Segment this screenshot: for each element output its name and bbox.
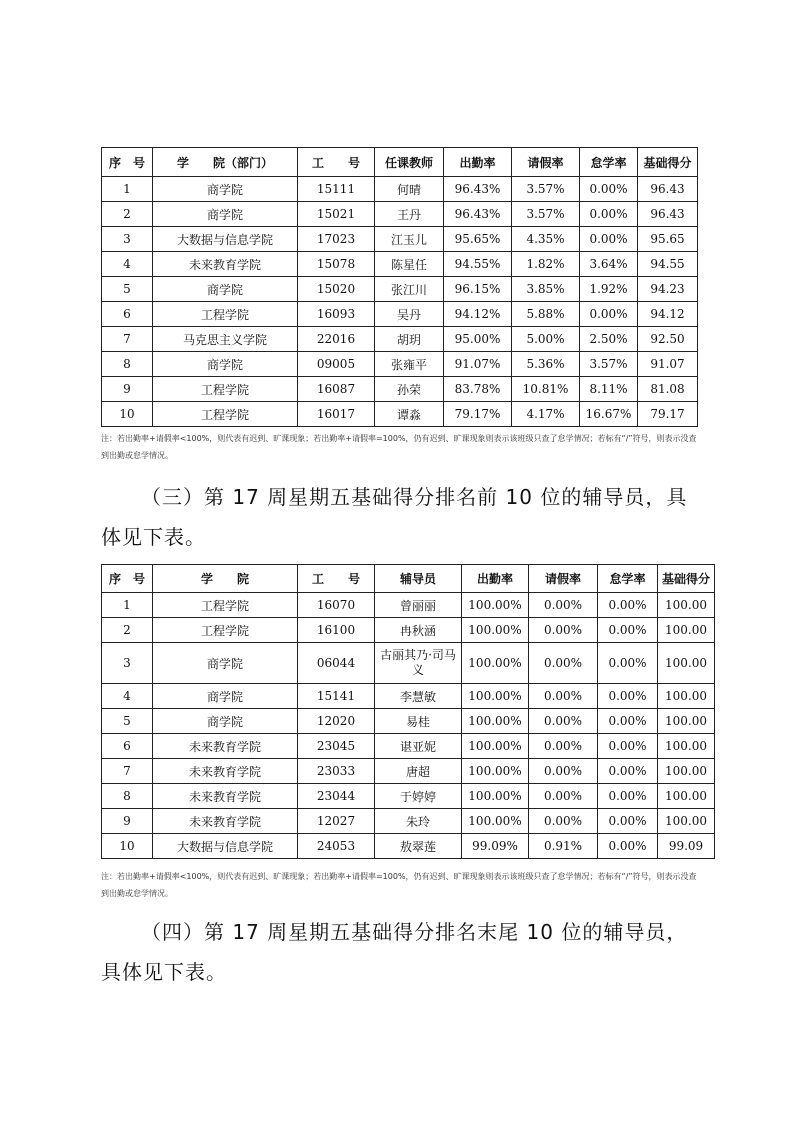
cell-score: 94.55 [638, 252, 698, 277]
cell-id: 09005 [298, 352, 375, 377]
cell-leave: 1.82% [512, 252, 580, 277]
cell-college: 工程学院 [153, 302, 298, 327]
cell-college: 商学院 [153, 202, 298, 227]
cell-score: 100.00 [658, 593, 715, 618]
table-row [102, 834, 715, 859]
cell-id: 12020 [298, 709, 375, 734]
cell-attendance: 100.00% [462, 759, 529, 784]
cell-index: 8 [102, 784, 153, 809]
cell-attendance: 99.09% [462, 834, 529, 859]
cell-college: 工程学院 [153, 402, 298, 427]
col-header-id: 工 号 [298, 148, 375, 177]
cell-name: 谌亚妮 [375, 734, 462, 759]
col-header-counselor: 辅导员 [375, 565, 462, 593]
cell-score: 79.17 [638, 402, 698, 427]
cell-truancy: 0.00% [580, 227, 638, 252]
cell-leave: 0.00% [529, 734, 598, 759]
cell-truancy: 3.57% [580, 352, 638, 377]
cell-name: 孙荣 [375, 377, 444, 402]
cell-score: 100.00 [658, 709, 715, 734]
cell-id: 16017 [298, 402, 375, 427]
cell-id: 16070 [298, 593, 375, 618]
cell-id: 15111 [298, 177, 375, 202]
col-header-score: 基础得分 [638, 148, 698, 177]
table-row [102, 377, 698, 402]
cell-attendance: 100.00% [462, 643, 529, 684]
cell-id: 23044 [298, 784, 375, 809]
table-row [102, 277, 698, 302]
cell-leave: 0.00% [529, 593, 598, 618]
cell-name: 王丹 [375, 202, 444, 227]
cell-id: 22016 [298, 327, 375, 352]
cell-truancy: 0.00% [598, 643, 658, 684]
cell-attendance: 100.00% [462, 593, 529, 618]
cell-college: 工程学院 [153, 618, 298, 643]
cell-leave: 4.17% [512, 402, 580, 427]
cell-college: 未来教育学院 [153, 252, 298, 277]
cell-score: 100.00 [658, 759, 715, 784]
table-row [102, 643, 715, 684]
cell-score: 100.00 [658, 734, 715, 759]
cell-name: 曾丽丽 [375, 593, 462, 618]
cell-index: 10 [102, 834, 153, 859]
cell-id: 06044 [298, 643, 375, 684]
cell-leave: 0.00% [529, 618, 598, 643]
cell-college: 商学院 [153, 277, 298, 302]
cell-index: 1 [102, 177, 153, 202]
cell-attendance: 96.43% [444, 177, 512, 202]
table-footnote: 注：若出勤率+请假率<100%，则代表有迟到、旷课现象；若出勤率+请假率=100%，仍有迟到、旷课现象则表示该班级只查了怠学情况；若标有“/”符号，则表示没查到出勤或怠学情况。 [101, 872, 697, 898]
cell-college: 未来教育学院 [153, 784, 298, 809]
cell-score: 99.09 [658, 834, 715, 859]
cell-score: 94.12 [638, 302, 698, 327]
cell-truancy: 16.67% [580, 402, 638, 427]
cell-attendance: 96.15% [444, 277, 512, 302]
cell-id: 15141 [298, 684, 375, 709]
cell-name: 张江川 [375, 277, 444, 302]
cell-name: 李慧敏 [375, 684, 462, 709]
cell-index: 10 [102, 402, 153, 427]
col-header-attendance: 出勤率 [462, 565, 529, 593]
cell-index: 7 [102, 759, 153, 784]
cell-truancy: 2.50% [580, 327, 638, 352]
cell-name: 陈星任 [375, 252, 444, 277]
cell-score: 100.00 [658, 809, 715, 834]
cell-college: 商学院 [153, 684, 298, 709]
table-row [102, 202, 698, 227]
table-row [102, 402, 698, 427]
cell-leave: 3.85% [512, 277, 580, 302]
cell-attendance: 96.43% [444, 202, 512, 227]
cell-leave: 0.00% [529, 684, 598, 709]
table-row [102, 784, 715, 809]
cell-leave: 5.00% [512, 327, 580, 352]
cell-college: 大数据与信息学院 [153, 227, 298, 252]
table-row [102, 759, 715, 784]
cell-name: 敖翠莲 [375, 834, 462, 859]
table-body [102, 593, 715, 859]
cell-attendance: 95.65% [444, 227, 512, 252]
table-body [102, 177, 698, 427]
cell-index: 5 [102, 277, 153, 302]
cell-index: 4 [102, 684, 153, 709]
cell-college: 未来教育学院 [153, 759, 298, 784]
cell-truancy: 0.00% [580, 202, 638, 227]
cell-college: 大数据与信息学院 [153, 834, 298, 859]
cell-name: 唐超 [375, 759, 462, 784]
cell-score: 81.08 [638, 377, 698, 402]
cell-attendance: 94.55% [444, 252, 512, 277]
cell-college: 商学院 [153, 709, 298, 734]
section-heading-4: （四）第 17 周星期五基础得分排名末尾 10 位的辅导员，具体见下表。 [101, 920, 688, 984]
cell-leave: 4.35% [512, 227, 580, 252]
table-header [102, 565, 715, 593]
cell-score: 94.23 [638, 277, 698, 302]
cell-index: 9 [102, 377, 153, 402]
cell-truancy: 3.64% [580, 252, 638, 277]
cell-attendance: 100.00% [462, 618, 529, 643]
cell-index: 8 [102, 352, 153, 377]
cell-score: 100.00 [658, 684, 715, 709]
cell-name: 冉秋涵 [375, 618, 462, 643]
cell-index: 2 [102, 202, 153, 227]
col-header-college: 学 院（部门） [153, 148, 298, 177]
cell-college: 工程学院 [153, 593, 298, 618]
cell-id: 12027 [298, 809, 375, 834]
table-row [102, 709, 715, 734]
cell-score: 96.43 [638, 202, 698, 227]
cell-score: 92.50 [638, 327, 698, 352]
cell-college: 马克思主义学院 [153, 327, 298, 352]
cell-leave: 5.36% [512, 352, 580, 377]
cell-id: 16087 [298, 377, 375, 402]
cell-truancy: 0.00% [598, 709, 658, 734]
cell-name: 谭淼 [375, 402, 444, 427]
col-header-college: 学 院 [153, 565, 298, 593]
cell-name: 古丽其乃·司马义 [375, 643, 462, 684]
col-header-index: 序 号 [102, 148, 153, 177]
table-row [102, 618, 715, 643]
cell-index: 9 [102, 809, 153, 834]
cell-attendance: 83.78% [444, 377, 512, 402]
table-row [102, 252, 698, 277]
cell-index: 3 [102, 227, 153, 252]
cell-truancy: 0.00% [598, 593, 658, 618]
cell-id: 15021 [298, 202, 375, 227]
cell-leave: 0.00% [529, 759, 598, 784]
cell-truancy: 0.00% [598, 759, 658, 784]
table-row [102, 352, 698, 377]
table-row [102, 809, 715, 834]
counselor-top10-table [101, 564, 715, 859]
cell-name: 吴丹 [375, 302, 444, 327]
col-header-attendance: 出勤率 [444, 148, 512, 177]
cell-attendance: 100.00% [462, 684, 529, 709]
cell-leave: 0.91% [529, 834, 598, 859]
table-row [102, 327, 698, 352]
col-header-truancy: 怠学率 [580, 148, 638, 177]
cell-index: 6 [102, 734, 153, 759]
cell-leave: 3.57% [512, 177, 580, 202]
cell-truancy: 0.00% [580, 177, 638, 202]
cell-attendance: 91.07% [444, 352, 512, 377]
cell-college: 未来教育学院 [153, 734, 298, 759]
col-header-index: 序 号 [102, 565, 153, 593]
cell-index: 2 [102, 618, 153, 643]
cell-id: 23033 [298, 759, 375, 784]
cell-truancy: 1.92% [580, 277, 638, 302]
table-row [102, 177, 698, 202]
cell-id: 15078 [298, 252, 375, 277]
col-header-teacher: 任课教师 [375, 148, 444, 177]
cell-id: 16093 [298, 302, 375, 327]
cell-index: 7 [102, 327, 153, 352]
cell-name: 朱玲 [375, 809, 462, 834]
cell-name: 张雍平 [375, 352, 444, 377]
cell-index: 4 [102, 252, 153, 277]
cell-truancy: 0.00% [580, 302, 638, 327]
cell-college: 未来教育学院 [153, 809, 298, 834]
cell-leave: 0.00% [529, 643, 598, 684]
table-row [102, 227, 698, 252]
cell-truancy: 0.00% [598, 784, 658, 809]
cell-score: 96.43 [638, 177, 698, 202]
col-header-id: 工 号 [298, 565, 375, 593]
cell-college: 工程学院 [153, 377, 298, 402]
cell-attendance: 100.00% [462, 709, 529, 734]
cell-attendance: 100.00% [462, 784, 529, 809]
header-row [102, 565, 715, 593]
cell-attendance: 94.12% [444, 302, 512, 327]
col-header-score: 基础得分 [658, 565, 715, 593]
cell-attendance: 95.00% [444, 327, 512, 352]
cell-index: 6 [102, 302, 153, 327]
col-header-leave: 请假率 [529, 565, 598, 593]
table-row [102, 302, 698, 327]
cell-score: 91.07 [638, 352, 698, 377]
cell-college: 商学院 [153, 177, 298, 202]
cell-score: 100.00 [658, 784, 715, 809]
cell-index: 5 [102, 709, 153, 734]
cell-college: 商学院 [153, 352, 298, 377]
cell-attendance: 100.00% [462, 734, 529, 759]
section-heading-3: （三）第 17 周星期五基础得分排名前 10 位的辅导员，具体见下表。 [101, 485, 688, 549]
cell-name: 江玉儿 [375, 227, 444, 252]
cell-truancy: 0.00% [598, 618, 658, 643]
cell-id: 16100 [298, 618, 375, 643]
teacher-ranking-table [101, 147, 698, 427]
cell-truancy: 0.00% [598, 809, 658, 834]
cell-name: 易桂 [375, 709, 462, 734]
cell-id: 24053 [298, 834, 375, 859]
table-footnote: 注：若出勤率+请假率<100%，则代表有迟到、旷课现象；若出勤率+请假率=100%，仍有迟到、旷课现象则表示该班级只查了怠学情况；若标有“/”符号，则表示没查到出勤或怠学情况。 [101, 434, 697, 460]
table-row [102, 593, 715, 618]
table-header [102, 148, 698, 177]
cell-leave: 3.57% [512, 202, 580, 227]
cell-score: 100.00 [658, 643, 715, 684]
header-row [102, 148, 698, 177]
cell-truancy: 0.00% [598, 684, 658, 709]
cell-score: 95.65 [638, 227, 698, 252]
cell-index: 3 [102, 643, 153, 684]
cell-id: 17023 [298, 227, 375, 252]
table-row [102, 734, 715, 759]
cell-attendance: 79.17% [444, 402, 512, 427]
cell-college: 商学院 [153, 643, 298, 684]
table-row [102, 684, 715, 709]
cell-leave: 0.00% [529, 709, 598, 734]
cell-id: 23045 [298, 734, 375, 759]
cell-name: 胡玥 [375, 327, 444, 352]
cell-truancy: 0.00% [598, 734, 658, 759]
cell-truancy: 0.00% [598, 834, 658, 859]
cell-leave: 5.88% [512, 302, 580, 327]
cell-name: 何晴 [375, 177, 444, 202]
col-header-truancy: 怠学率 [598, 565, 658, 593]
cell-leave: 0.00% [529, 784, 598, 809]
cell-id: 15020 [298, 277, 375, 302]
cell-attendance: 100.00% [462, 809, 529, 834]
cell-index: 1 [102, 593, 153, 618]
cell-leave: 0.00% [529, 809, 598, 834]
col-header-leave: 请假率 [512, 148, 580, 177]
cell-truancy: 8.11% [580, 377, 638, 402]
cell-score: 100.00 [658, 618, 715, 643]
cell-name: 于婷婷 [375, 784, 462, 809]
cell-leave: 10.81% [512, 377, 580, 402]
